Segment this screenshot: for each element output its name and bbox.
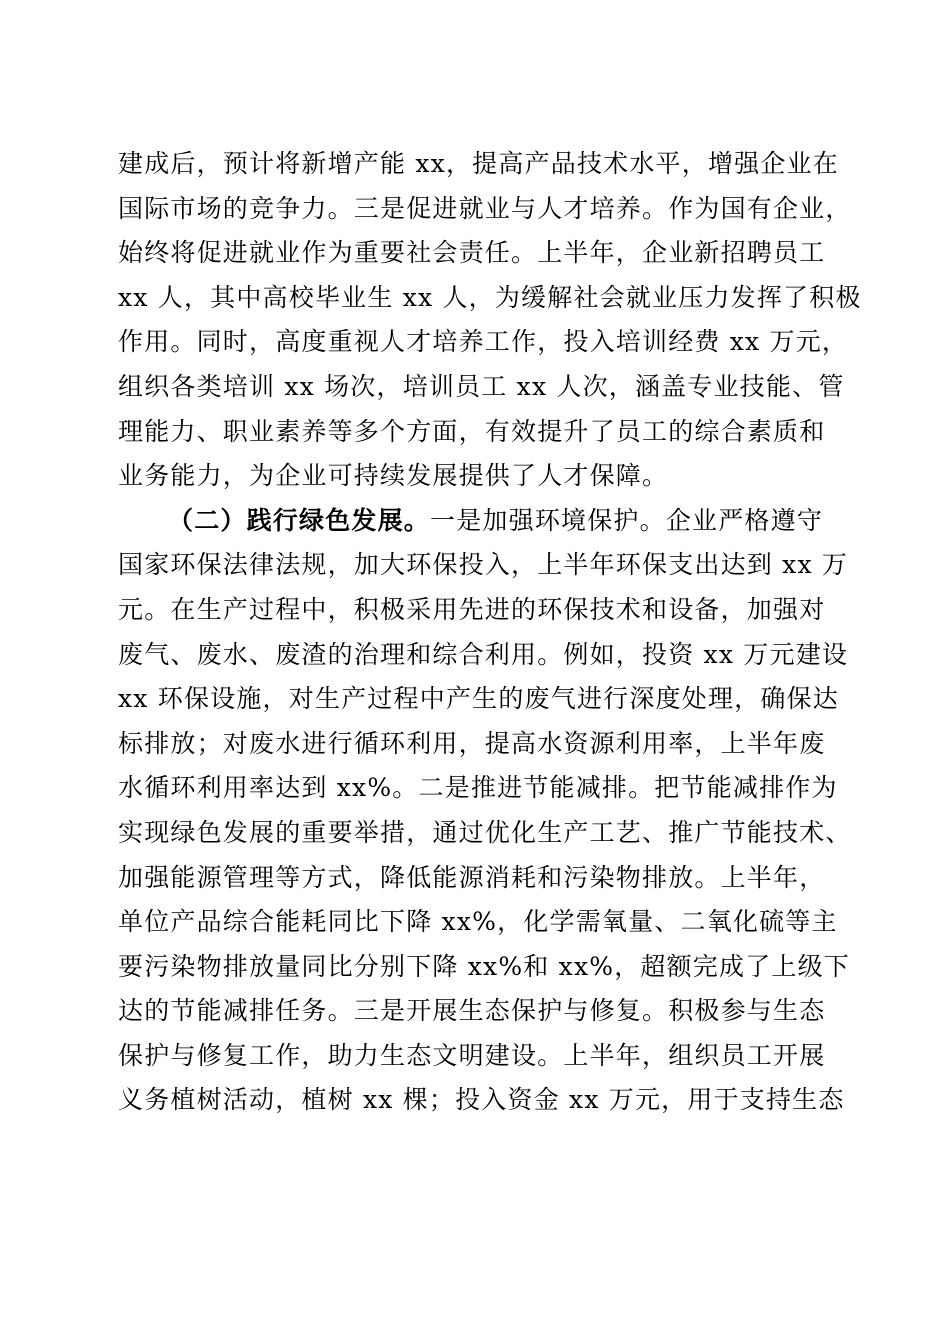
text-line: 要污染物排放量同比分别下降 xx%和 xx%，超额完成了上级下 bbox=[118, 951, 851, 981]
text-line: 实现绿色发展的重要举措，通过优化生产工艺、推广节能技术、 bbox=[118, 817, 852, 847]
text-line: 业务能力，为企业可持续发展提供了人才保障。 bbox=[118, 461, 669, 491]
text-line: 废气、废水、废渣的治理和综合利用。例如，投资 xx 万元建设 bbox=[118, 639, 849, 669]
text-line: 元。在生产过程中，积极采用先进的环保技术和设备，加强对 bbox=[118, 594, 826, 624]
text-line: 标排放；对废水进行循环利用，提高水资源利用率，上半年废 bbox=[118, 728, 826, 758]
text-line: 国际市场的竞争力。三是促进就业与人才培养。作为国有企业， bbox=[118, 193, 852, 223]
text-line: 加强能源管理等方式，降低能源消耗和污染物排放。上半年， bbox=[118, 862, 826, 892]
text-line: 组织各类培训 xx 场次，培训员工 xx 人次，涵盖专业技能、管 bbox=[118, 371, 845, 401]
body-text bbox=[118, 142, 862, 1123]
paragraph-green-development bbox=[118, 499, 852, 1123]
text-line: 义务植树活动，植树 xx 棵；投入资金 xx 万元，用于支持生态 bbox=[118, 1085, 845, 1115]
text-line: 作用。同时，高度重视人才培养工作，投入培训经费 xx 万元， bbox=[118, 327, 849, 357]
text-line: xx 人，其中高校毕业生 xx 人，为缓解社会就业压力发挥了积极 bbox=[118, 282, 862, 312]
section-heading: （二）践行绿色发展。 bbox=[168, 505, 431, 535]
text-line: 达的节能减排任务。三是开展生态保护与修复。积极参与生态 bbox=[118, 996, 826, 1026]
text-line: 国家环保法律法规，加大环保投入，上半年环保支出达到 xx 万 bbox=[118, 550, 849, 580]
paragraph-employment bbox=[118, 142, 862, 499]
text-line: 建成后，预计将新增产能 xx，提高产品技术水平，增强企业在 bbox=[118, 149, 839, 178]
text-line: 水循环利用率达到 xx%。二是推进节能减排。把节能减排作为 bbox=[118, 773, 838, 803]
text-segment: 一是加强环境保护。企业严格遵守 bbox=[430, 505, 824, 535]
text-line: 单位产品综合能耗同比下降 xx%，化学需氧量、二氧化硫等主 bbox=[118, 907, 838, 937]
text-line: 保护与修复工作，助力生态文明建设。上半年，组织员工开展 bbox=[118, 1040, 826, 1070]
text-line: 理能力、职业素养等多个方面，有效提升了员工的综合素质和 bbox=[118, 416, 826, 446]
text-line: 始终将促进就业作为重要社会责任。上半年，企业新招聘员工 bbox=[118, 238, 826, 268]
text-line-first bbox=[118, 499, 838, 544]
text-line: xx 环保设施，对生产过程中产生的废气进行深度处理，确保达 bbox=[118, 684, 839, 714]
